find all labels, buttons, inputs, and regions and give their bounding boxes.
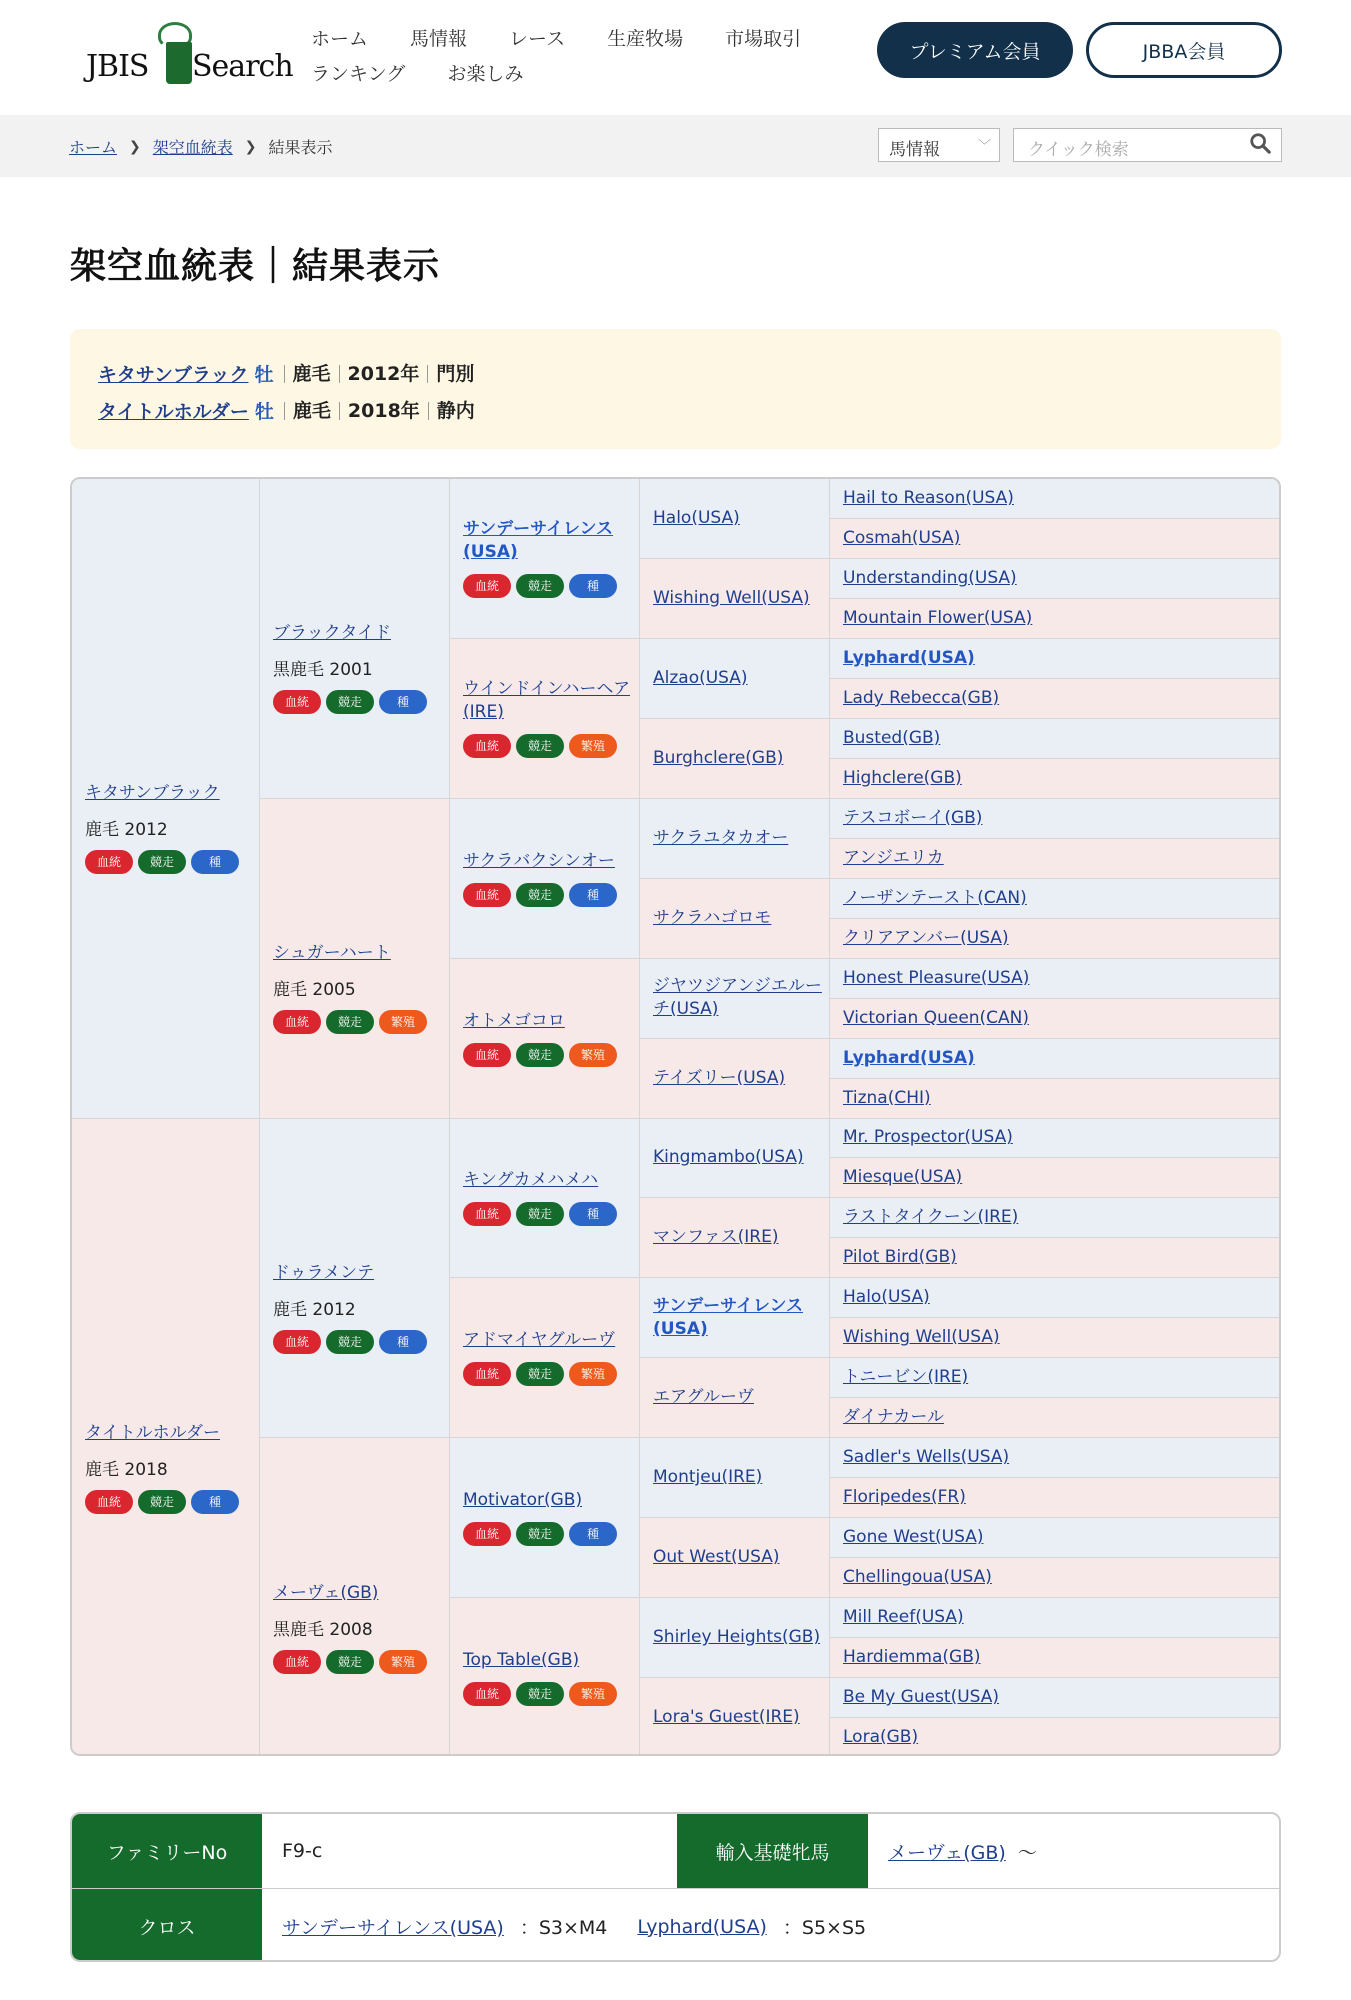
pedigree-cell-g3 (450, 799, 640, 959)
mare-badge[interactable]: 繁殖 (569, 734, 617, 758)
horse-coat-year: 鹿毛 2005 (273, 980, 356, 1001)
horse-name-link[interactable]: サクラバクシンオー (463, 850, 615, 871)
pedigree-cell-g5 (830, 639, 1281, 679)
horse-name-link[interactable]: ブラックタイド (273, 623, 391, 644)
pedigree-cell-g1 (72, 1119, 260, 1757)
horse-coat-year: 黒鹿毛 2008 (273, 1619, 373, 1640)
horse-name-link[interactable]: Victorian Queen(CAN) (843, 1007, 1030, 1028)
pedigree-cell-g5 (830, 1718, 1281, 1756)
badge-group (273, 1330, 449, 1354)
parent-name-link[interactable]: キタサンブラック (98, 364, 249, 386)
pedigree-cell-g4 (640, 1598, 830, 1678)
horse-name-link[interactable]: Tizna(CHI) (843, 1087, 931, 1108)
horse-name-link[interactable]: Highclere(GB) (843, 767, 962, 788)
blood-badge[interactable]: 血統 (463, 1522, 511, 1546)
pedigree-cell-g4 (640, 559, 830, 639)
sex-label: 牡 (254, 401, 274, 423)
blood-badge[interactable]: 血統 (273, 1010, 321, 1034)
horse-name-link[interactable]: ノーザンテースト(CAN) (843, 887, 1027, 908)
pedigree-cell-g5 (830, 759, 1281, 799)
blood-badge[interactable]: 血統 (273, 690, 321, 714)
race-badge[interactable]: 競走 (516, 1682, 564, 1706)
blood-badge[interactable]: 血統 (273, 1330, 321, 1354)
jbis-logo[interactable] (86, 20, 293, 90)
pedigree-cell-g3 (450, 1598, 640, 1756)
horse-name-link[interactable]: メーヴェ(GB) (273, 1582, 379, 1603)
family-no-label: ファミリーNo (72, 1814, 262, 1888)
pedigree-cell-g2 (260, 1438, 450, 1756)
pedigree-cell-g3 (450, 1278, 640, 1438)
horse-name-link[interactable]: Lora's Guest(IRE) (653, 1707, 800, 1728)
horse-coat-year: 鹿毛 2018 (85, 1459, 168, 1480)
pedigree-cell-g5 (830, 1558, 1281, 1598)
pedigree-cell-g4 (640, 479, 830, 559)
pedigree-cell-g4 (640, 879, 830, 959)
race-badge[interactable]: 競走 (516, 1522, 564, 1546)
horse-name-link[interactable]: テイズリー(USA) (653, 1067, 786, 1088)
horse-name-link[interactable]: Understanding(USA) (843, 567, 1017, 588)
cross-label: クロス (72, 1889, 262, 1962)
badge-group (463, 734, 639, 758)
pedigree-cell-g4 (640, 719, 830, 799)
horse-name-link[interactable]: Top Table(GB) (463, 1650, 580, 1671)
badge-group (85, 850, 259, 874)
cross-cell (262, 1889, 1281, 1962)
import-mare-suffix: 〜 (1017, 1841, 1037, 1864)
pedigree-cell-g5 (830, 559, 1281, 599)
horse-name-link[interactable]: Out West(USA) (653, 1547, 780, 1568)
pedigree-cell-g1 (72, 479, 260, 1119)
chevron-down-icon: ﹀ (977, 139, 991, 154)
horse-name-link[interactable]: Lyphard(USA) (843, 647, 975, 668)
horse-name-link[interactable]: サンデーサイレンス(USA) (653, 1295, 804, 1339)
pedigree-cell-g5 (830, 839, 1281, 879)
horse-name-link[interactable]: Kingmambo(USA) (653, 1147, 804, 1168)
pedigree-cell-g5 (830, 1278, 1281, 1318)
horse-name-link[interactable]: Busted(GB) (843, 727, 941, 748)
search-category-select[interactable] (878, 128, 1000, 162)
pedigree-cell-g5 (830, 1478, 1281, 1518)
race-badge[interactable]: 競走 (326, 1650, 374, 1674)
mare-badge[interactable]: 繁殖 (569, 1682, 617, 1706)
stud-badge[interactable]: 種 (569, 574, 617, 598)
mare-badge[interactable]: 繁殖 (379, 1650, 427, 1674)
pedigree-cell-g4 (640, 1518, 830, 1598)
race-badge[interactable]: 競走 (516, 734, 564, 758)
pedigree-cell-g4 (640, 1678, 830, 1756)
horse-name-link[interactable]: Lora(GB) (843, 1727, 919, 1748)
horse-name-link[interactable]: Hail to Reason(USA) (843, 487, 1014, 508)
horse-name-link[interactable]: Hardiemma(GB) (843, 1647, 981, 1668)
horse-name-link[interactable]: ウインドインハーヘア(IRE) (463, 679, 630, 723)
sex-label: 牡 (254, 364, 274, 386)
mare-badge[interactable]: 繁殖 (569, 1043, 617, 1067)
horse-name-link[interactable]: Pilot Bird(GB) (843, 1247, 957, 1268)
cross-value-2: ：S5×S5 (782, 1917, 867, 1939)
horse-name-link[interactable]: Burghclere(GB) (653, 747, 784, 768)
family-no-value: F9-c (282, 1840, 323, 1862)
cross-link-lyphard[interactable]: Lyphard(USA) (637, 1915, 767, 1938)
breadcrumb (69, 135, 333, 158)
blood-badge[interactable]: 血統 (463, 574, 511, 598)
blood-badge[interactable]: 血統 (463, 1682, 511, 1706)
pedigree-cell-g5 (830, 1438, 1281, 1478)
horse-name-link[interactable]: サクラユタカオー (653, 827, 789, 848)
horse-name-link[interactable]: Mountain Flower(USA) (843, 607, 1033, 628)
quick-search-input[interactable] (1013, 128, 1282, 162)
badge-group (273, 1650, 449, 1674)
pedigree-cell-g5 (830, 1238, 1281, 1278)
nav-item[interactable]: 市場取引 (725, 28, 802, 50)
horse-name-link[interactable]: テスコボーイ(GB) (843, 807, 983, 828)
birth-area: 静内 (428, 402, 483, 420)
pedigree-cell-g5 (830, 919, 1281, 959)
horse-name-link[interactable]: Be My Guest(USA) (843, 1687, 1000, 1708)
nav-item[interactable]: お楽しみ (447, 63, 524, 85)
stud-badge[interactable]: 種 (569, 883, 617, 907)
search-icon[interactable] (1249, 132, 1271, 154)
horse-name-link[interactable]: キタサンブラック (85, 783, 220, 804)
horse-name-link[interactable]: Gone West(USA) (843, 1527, 984, 1548)
family-info-table (70, 1812, 1281, 1962)
cross-value-1: ：S3×M4 (519, 1917, 608, 1939)
horse-name-link[interactable]: Wishing Well(USA) (843, 1327, 1000, 1348)
blood-badge[interactable]: 血統 (273, 1650, 321, 1674)
pedigree-cell-g4 (640, 1278, 830, 1358)
parent-name-link[interactable]: タイトルホルダー (98, 401, 249, 423)
horse-name-link[interactable]: クリアアンバー(USA) (843, 927, 1009, 948)
pedigree-cell-g5 (830, 1198, 1281, 1238)
horse-name-link[interactable]: Chellingoua(USA) (843, 1567, 992, 1588)
pedigree-cell-g5 (830, 719, 1281, 759)
horse-name-link[interactable]: ジヤツジアンジエルーチ(USA) (653, 976, 822, 1020)
horse-name-link[interactable]: Halo(USA) (653, 507, 740, 528)
import-mare-cell (868, 1814, 1281, 1888)
pedigree-cell-g5 (830, 1158, 1281, 1198)
blood-badge[interactable]: 血統 (463, 1043, 511, 1067)
mare-badge[interactable]: 繁殖 (379, 1010, 427, 1034)
chevron-right-icon: ❯ (129, 138, 141, 155)
stud-badge[interactable]: 種 (569, 1522, 617, 1546)
pedigree-cell-g4 (640, 799, 830, 879)
jbba-member-button[interactable]: JBBA会員 (1086, 22, 1282, 78)
horse-name-link[interactable]: アンジエリカ (843, 847, 944, 868)
horse-name-link[interactable]: Mr. Prospector(USA) (843, 1127, 1013, 1148)
horse-name-link[interactable]: Lady Rebecca(GB) (843, 687, 1000, 708)
mare-badge[interactable]: 繁殖 (569, 1362, 617, 1386)
horse-name-link[interactable]: マンファス(IRE) (653, 1227, 779, 1248)
pedigree-cell-g5 (830, 679, 1281, 719)
pedigree-cell-g4 (640, 1358, 830, 1438)
pedigree-table (70, 477, 1281, 1756)
birth-area: 門別 (427, 365, 482, 383)
race-badge[interactable]: 競走 (138, 1490, 186, 1514)
horse-name-link[interactable]: シュガーハート (273, 943, 391, 964)
pedigree-cell-g5 (830, 519, 1281, 559)
horse-name-link[interactable]: Floripedes(FR) (843, 1487, 966, 1508)
pedigree-cell-g3 (450, 1119, 640, 1279)
page-title: 架空血統表｜結果表示 (70, 246, 441, 287)
horse-coat-year: 鹿毛 2012 (273, 1299, 356, 1320)
logo-text-right: Search (192, 49, 293, 84)
pedigree-cell-g5 (830, 799, 1281, 839)
pedigree-cell-g4 (640, 1198, 830, 1278)
logo-text-left: JBIS (86, 49, 149, 84)
pedigree-cell-g3 (450, 639, 640, 799)
stud-badge[interactable]: 種 (569, 1202, 617, 1226)
horse-name-link[interactable]: キングカメハメハ (463, 1170, 599, 1191)
main-nav (311, 20, 831, 90)
race-badge[interactable]: 競走 (516, 1043, 564, 1067)
pedigree-cell-g2 (260, 479, 450, 799)
pedigree-cell-g5 (830, 999, 1281, 1039)
horse-coat-year: 黒鹿毛 2001 (273, 660, 373, 681)
pedigree-cell-g5 (830, 1518, 1281, 1558)
nav-item[interactable]: レース (509, 28, 566, 50)
blood-badge[interactable]: 血統 (463, 883, 511, 907)
search-category-value: 馬情報 (889, 140, 940, 160)
breadcrumb-bar (0, 115, 1351, 177)
blood-badge[interactable]: 血統 (463, 1202, 511, 1226)
blood-badge[interactable]: 血統 (463, 734, 511, 758)
pedigree-cell-g4 (640, 1039, 830, 1119)
horse-coat-year: 鹿毛 2012 (85, 820, 168, 841)
horse-name-link[interactable]: エアグルーヴ (653, 1387, 754, 1408)
pedigree-cell-g5 (830, 1678, 1281, 1718)
pedigree-cell-g5 (830, 1079, 1281, 1119)
badge-group (463, 574, 639, 598)
quick-search-placeholder: クイック検索 (1028, 140, 1129, 160)
coat-color: 鹿毛 (284, 402, 339, 420)
stud-badge[interactable]: 種 (379, 690, 427, 714)
nav-item[interactable]: ホーム (311, 28, 369, 50)
horse-name-link[interactable]: ドゥラメンテ (273, 1262, 375, 1283)
pedigree-cell-g5 (830, 1318, 1281, 1358)
blood-badge[interactable]: 血統 (85, 850, 133, 874)
pedigree-cell-g3 (450, 479, 640, 639)
blood-badge[interactable]: 血統 (463, 1362, 511, 1386)
race-badge[interactable]: 競走 (516, 883, 564, 907)
pedigree-cell-g5 (830, 879, 1281, 919)
horse-name-link[interactable]: Motivator(GB) (463, 1490, 583, 1511)
horse-name-link[interactable]: サクラハゴロモ (653, 907, 772, 928)
badge-group (85, 1490, 259, 1514)
stud-badge[interactable]: 種 (379, 1330, 427, 1354)
horse-name-link[interactable]: Wishing Well(USA) (653, 587, 810, 608)
premium-member-button[interactable]: プレミアム会員 (877, 22, 1073, 78)
bucket-icon (166, 42, 192, 84)
birth-year: 2018年 (339, 402, 428, 420)
horse-name-link[interactable]: Sadler's Wells(USA) (843, 1447, 1010, 1468)
race-badge[interactable]: 競走 (326, 1010, 374, 1034)
parents-summary (70, 329, 1281, 449)
horse-name-link[interactable]: Mill Reef(USA) (843, 1607, 964, 1628)
chevron-right-icon: ❯ (244, 138, 257, 155)
badge-group (463, 1362, 639, 1386)
badge-group (463, 1202, 639, 1226)
stud-badge[interactable]: 種 (191, 1490, 239, 1514)
pedigree-cell-g5 (830, 1119, 1281, 1159)
pedigree-cell-g2 (260, 1119, 450, 1439)
horse-name-link[interactable]: Montjeu(IRE) (653, 1467, 763, 1488)
coat-color: 鹿毛 (284, 365, 339, 383)
horse-name-link[interactable]: Honest Pleasure(USA) (843, 967, 1030, 988)
import-mare-label: 輸入基礎牝馬 (677, 1814, 868, 1888)
horse-name-link[interactable]: ダイナカール (843, 1407, 944, 1428)
cross-link-sunday-silence[interactable]: サンデーサイレンス(USA) (282, 1917, 504, 1939)
pedigree-cell-g5 (830, 959, 1281, 999)
pedigree-cell-g4 (640, 1119, 830, 1199)
breadcrumb-home[interactable]: ホーム (69, 138, 118, 157)
breadcrumb-pedigree[interactable]: 架空血統表 (152, 138, 233, 157)
race-badge[interactable]: 競走 (326, 1330, 374, 1354)
pedigree-cell-g4 (640, 639, 830, 719)
horse-name-link[interactable]: ラストタイクーン(IRE) (843, 1207, 1019, 1228)
birth-year: 2012年 (339, 365, 428, 383)
stud-badge[interactable]: 種 (191, 850, 239, 874)
pedigree-cell-g2 (260, 799, 450, 1119)
horse-name-link[interactable]: Lyphard(USA) (843, 1047, 975, 1068)
badge-group (463, 1682, 639, 1706)
horse-name-link[interactable]: サンデーサイレンス(USA) (463, 519, 614, 563)
nav-item[interactable]: ランキング (311, 63, 406, 85)
badge-group (463, 883, 639, 907)
horse-name-link[interactable]: Alzao(USA) (653, 667, 748, 688)
pedigree-cell-g5 (830, 1598, 1281, 1638)
horse-name-link[interactable]: Shirley Heights(GB) (653, 1627, 821, 1648)
blood-badge[interactable]: 血統 (85, 1490, 133, 1514)
pedigree-cell-g4 (640, 1438, 830, 1518)
horse-name-link[interactable]: Cosmah(USA) (843, 527, 961, 548)
pedigree-cell-g5 (830, 1358, 1281, 1398)
horse-name-link[interactable]: Miesque(USA) (843, 1167, 963, 1188)
race-badge[interactable]: 競走 (516, 574, 564, 598)
pedigree-cell-g3 (450, 1438, 640, 1598)
badge-group (273, 690, 449, 714)
import-mare-link[interactable]: メーヴェ(GB) (888, 1841, 1006, 1864)
horse-name-link[interactable]: Halo(USA) (843, 1287, 930, 1308)
badge-group (463, 1043, 639, 1067)
site-header (0, 0, 1351, 115)
pedigree-cell-g3 (450, 959, 640, 1119)
pedigree-cell-g5 (830, 1398, 1281, 1438)
breadcrumb-current: 結果表示 (268, 138, 333, 157)
pedigree-cell-g5 (830, 599, 1281, 639)
pedigree-cell-g4 (640, 959, 830, 1039)
parent-summary-line (98, 392, 1253, 429)
race-badge[interactable]: 競走 (516, 1362, 564, 1386)
race-badge[interactable]: 競走 (326, 690, 374, 714)
badge-group (273, 1010, 449, 1034)
pedigree-cell-g5 (830, 1039, 1281, 1079)
pedigree-cell-g5 (830, 479, 1281, 519)
horse-name-link[interactable]: オトメゴコロ (463, 1010, 565, 1031)
badge-group (463, 1522, 639, 1546)
horse-name-link[interactable]: トニービン(IRE) (843, 1367, 969, 1388)
nav-item[interactable]: 馬情報 (410, 28, 468, 50)
nav-item[interactable]: 生産牧場 (607, 28, 684, 50)
parent-summary-line (98, 355, 1253, 392)
race-badge[interactable]: 競走 (516, 1202, 564, 1226)
horse-name-link[interactable]: アドマイヤグルーヴ (463, 1330, 616, 1351)
race-badge[interactable]: 競走 (138, 850, 186, 874)
horse-name-link[interactable]: タイトルホルダー (85, 1422, 220, 1443)
pedigree-cell-g5 (830, 1638, 1281, 1678)
